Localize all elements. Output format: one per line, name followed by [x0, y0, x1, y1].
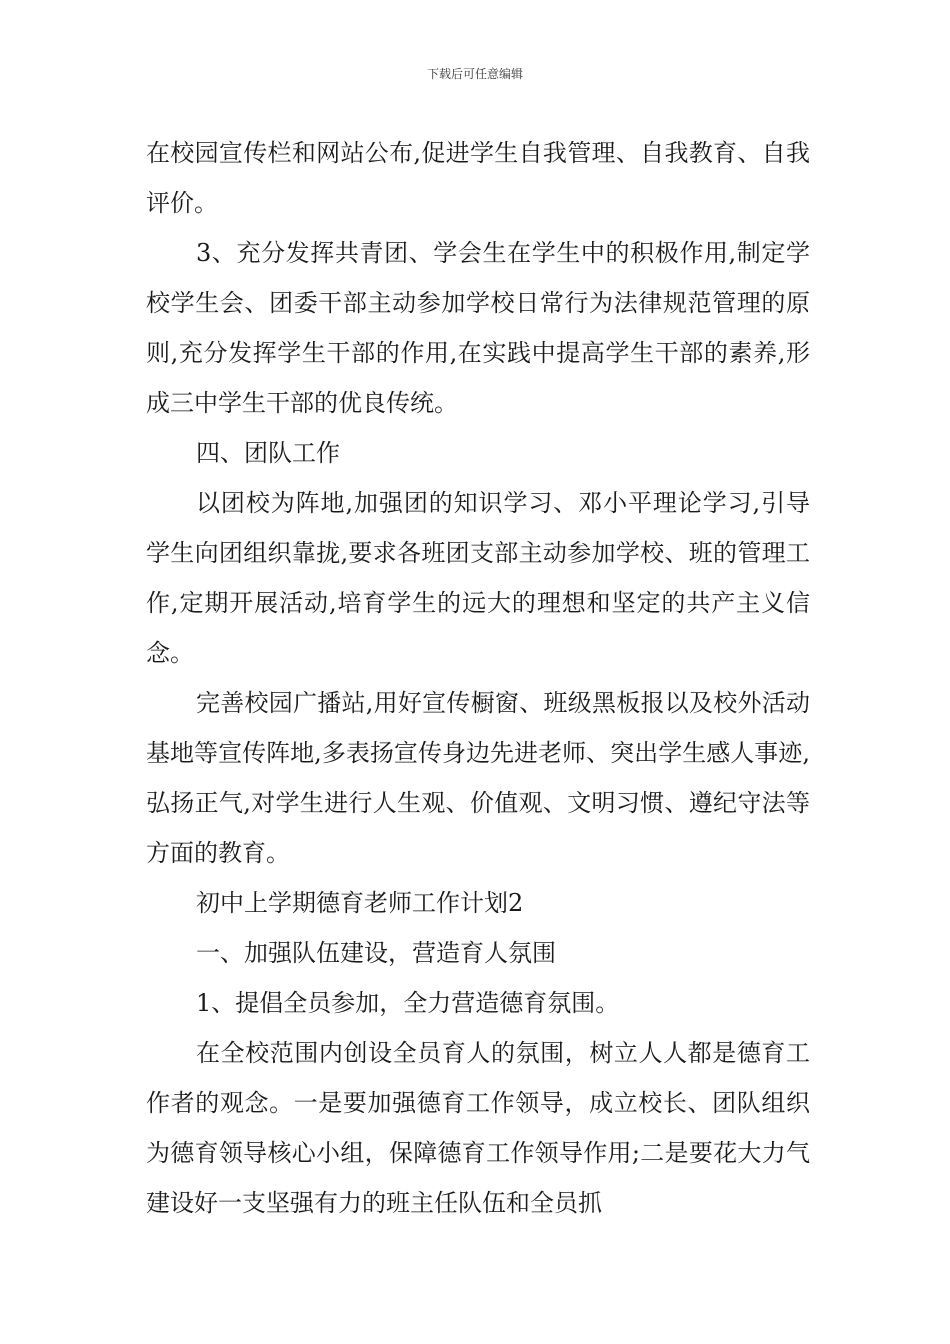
paragraph-4: 完善校园广播站,用好宣传橱窗、班级黑板报以及校外活动基地等宣传阵地,多表扬宣传身边先进老师、突出学生感人事迹,弘扬正气,对学生进行人生观、价值观、文明习惯、遵纪守法等方面的教育。 [146, 689, 810, 867]
paragraph-3: 以团校为阵地,加强团的知识学习、邓小平理论学习,引导学生向团组织靠拢,要求各班团支部主动参加学校、班的管理工作,定期开展活动,培育学生的远大的理想和坚定的共产主义信念。 [146, 489, 810, 667]
section-heading-team-building: 一、加强队伍建设，营造育人氛围 [196, 939, 556, 967]
document-body [146, 128, 810, 1228]
paragraph-2: 3、充分发挥共青团、学会生在学生中的积极作用,制定学校学生会、团委干部主动参加学校日常行为法律规范管理的原则,充分发挥学生干部的作用,在实践中提高学生干部的素养,形成三中学生干部的优良传统。 [146, 239, 810, 417]
section-heading-team-work: 四、团队工作 [196, 439, 340, 467]
paragraph-5: 在全校范围内创设全员育人的氛围，树立人人都是德育工作者的观念。一是要加强德育工作领导，成立校长、团队组织为德育领导核心小组，保障德育工作领导作用;二是要花大力气建设好一支坚强有力的班主任队伍和全员抓 [146, 1039, 810, 1217]
page-header: 下载后可任意编辑 [426, 67, 523, 81]
subsection-heading-1: 1、提倡全员参加，全力营造德育氛围。 [196, 989, 620, 1017]
document-title-2: 初中上学期德育老师工作计划2 [196, 889, 524, 917]
paragraph-1: 在校园宣传栏和网站公布,促进学生自我管理、自我教育、自我评价。 [146, 139, 810, 217]
